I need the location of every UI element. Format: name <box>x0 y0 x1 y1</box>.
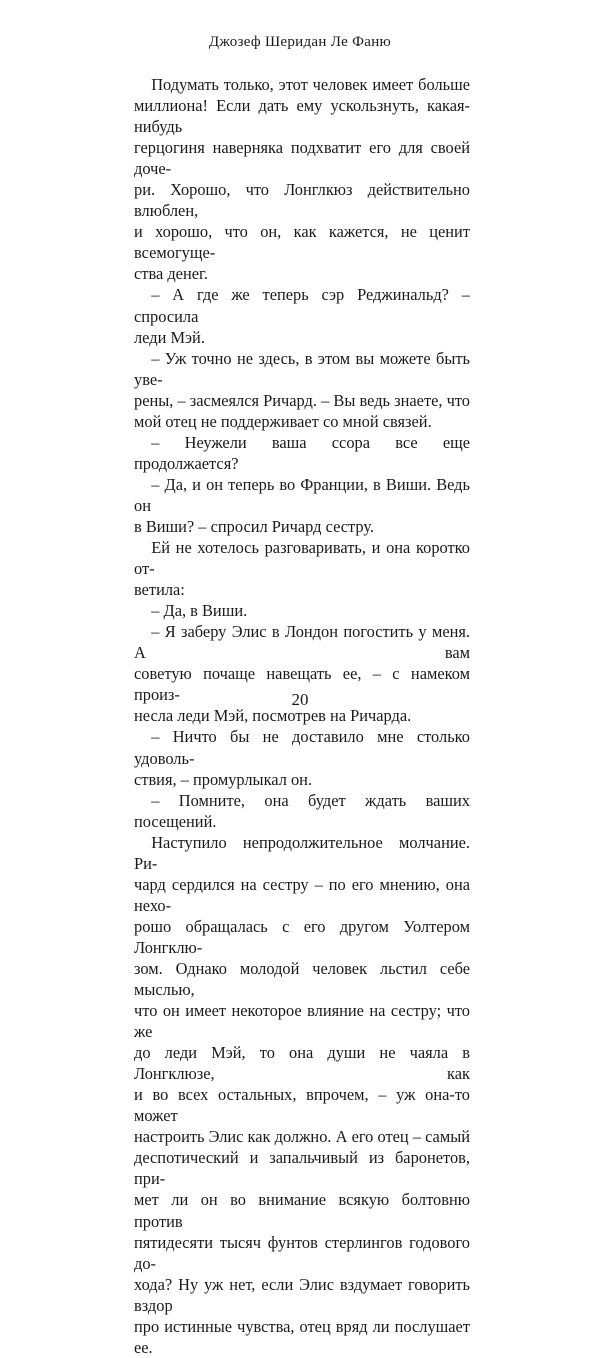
text-line: про истинные чувства, отец вряд ли послушает ее. <box>134 1316 470 1357</box>
text-line: – А где же теперь сэр Реджинальд? – спросила <box>134 285 470 326</box>
text-line: миллиона! Если дать ему ускользнуть, какая-нибудь <box>134 96 470 137</box>
text-line: мой отец не поддерживает со мной связей. <box>134 411 432 431</box>
text-line: ства денег. <box>134 264 208 284</box>
text-line: рошо обращалась с его другом Уолтером Лонгклю- <box>134 916 470 957</box>
text-line: деспотический и запальчивый из баронетов, при- <box>134 1148 470 1189</box>
text-line: до леди Мэй, то она души не чаяла в Лонгклюзе, как <box>134 1043 470 1084</box>
text-line: зом. Однако молодой человек льстил себе мыслью, <box>134 958 470 1000</box>
text-line: – Уж точно не здесь, в этом вы можете быть уве- <box>134 348 470 389</box>
text-line: в Виши? – спросил Ричард сестру. <box>134 516 375 536</box>
body-text <box>134 74 470 1358</box>
text-line: – Неужели ваша ссора все еще продолжается? <box>134 432 470 473</box>
text-line: пятидесяти тысяч фунтов стерлингов годового до- <box>134 1232 470 1273</box>
text-line: ри. Хорошо, что Лонглкюз действительно влюблен, <box>134 180 470 221</box>
text-line: хода? Ну уж нет, если Элис вздумает говорить вздор <box>134 1274 470 1315</box>
text-line: – Да, в Виши. <box>151 601 248 621</box>
text-line: Ей не хотелось разговаривать, и она коротко от- <box>134 538 470 579</box>
text-line: – Помните, она будет ждать ваших посещений. <box>134 790 470 831</box>
text-line: чард сердился на сестру – по его мнению, она нехо- <box>134 874 470 915</box>
text-line: что он имеет некоторое влияние на сестру; что же <box>134 1001 470 1042</box>
text-line: ствия, – промурлыкал он. <box>134 769 313 789</box>
text-line: несла леди Мэй, посмотрев на Ричарда. <box>134 706 412 726</box>
running-header: Джозеф Шеридан Ле Фаню <box>208 34 392 50</box>
text-line: рены, – засмеялся Ричард. – Вы ведь знаете, что <box>134 390 470 410</box>
text-line: герцогиня наверняка подхватит его для своей доче- <box>134 138 470 179</box>
text-line: советую почаще навещать ее, – с намеком произ- <box>134 664 470 705</box>
text-line: настроить Элис как должно. А его отец – самый <box>134 1127 470 1147</box>
text-line: мет ли он во внимание всякую болтовню против <box>134 1190 470 1231</box>
text-line: и во всех остальных, впрочем, – уж она-то может <box>134 1085 470 1126</box>
text-line: – Я заберу Элис в Лондон погостить у меня. А вам <box>134 622 470 663</box>
text-line: и хорошо, что он, как кажется, не ценит всемогуще- <box>134 222 470 263</box>
text-line: ветила: <box>134 580 185 600</box>
text-line: Подумать только, этот человек имеет больше <box>151 75 470 94</box>
text-line: – Да, и он теперь во Франции, в Виши. Ведь он <box>134 474 470 515</box>
text-line: – Ничто бы не доставило мне столько удоволь- <box>134 727 470 768</box>
text-line: леди Мэй. <box>134 327 205 347</box>
page-number: 20 <box>291 690 309 709</box>
text-line: Наступило непродолжительное молчание. Ри- <box>134 832 470 873</box>
